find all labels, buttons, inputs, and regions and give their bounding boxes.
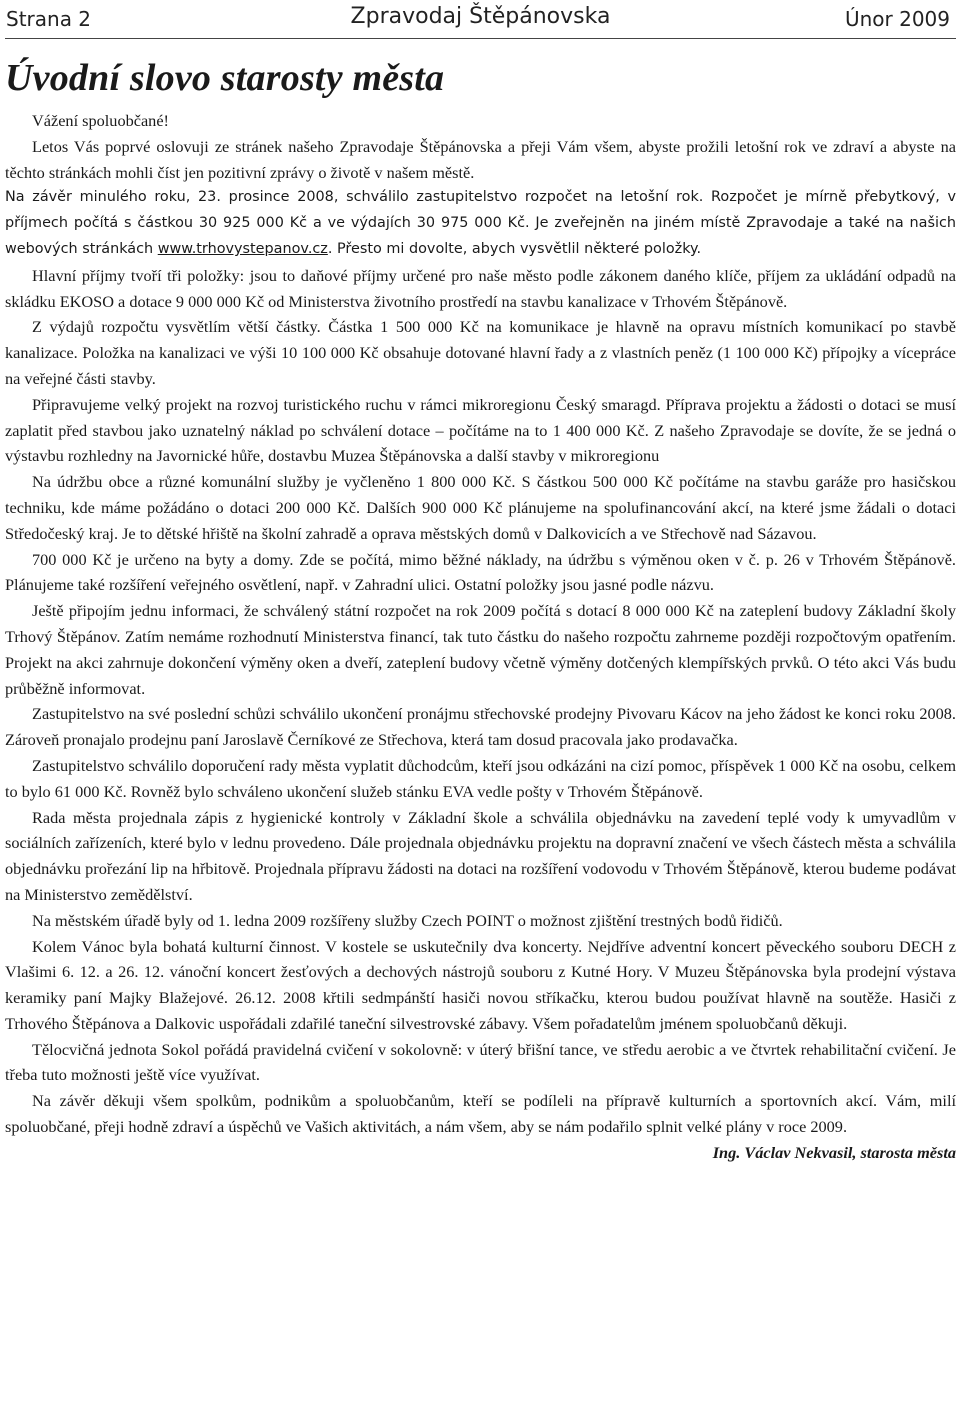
salutation: Vážení spoluobčané! — [32, 111, 169, 130]
paragraph-tourism-project: Připravujeme velký projekt na rozvoj turistického ruchu v rámci mikroregionu Český smaragd. Příprava projektu a žádosti o dotaci se musí zaplatit před stavbou jako uznatelný náklad po schválení dotace – počítáme na to 1 400 000 Kč. Z našeho Zpravodaje se dovíte, že se jedná o výstavbu rozhledny na Javornické hůře, dostavbu Muzea Štěpánovska a další stavby v mikroregionu — [5, 394, 956, 466]
paragraph-budget-text-end: . Přesto mi dovolte, abych vysvětlil některé položky. — [327, 240, 702, 257]
paragraph-shop-lease: Zastupitelstvo na své poslední schůzi schválilo ukončení pronájmu střechovské prodejny Pivovaru Kácov na jeho žádost ke konci roku 2008. Zároveň pronajalo prodejnu paní Jaroslavě Černíkové ze Střechova, která tam dosud pracovala jako prodavačka. — [5, 704, 956, 750]
issue-date: Únor 2009 — [844, 7, 950, 31]
paragraph-housing: 700 000 Kč je určeno na byty a domy. Zde se počítá, mimo běžné náklady, na údržbu s výměnou oken v č. p. 26 v Trhovém Štěpánově. Plánujeme také rozšíření veřejného osvětlení, např. v Zahradní ulici. Ostatní položky jsou jasné podle názvu. — [5, 549, 956, 595]
paragraph-czech-point: Na městském úřadě byly od 1. ledna 2009 rozšířeny služby Czech POINT o možnost zjištění trestných bodů řidičů. — [32, 910, 783, 930]
paragraph-budget-text: Na závěr minulého roku, 23. prosince 2008, schválilo zastupitelstvo rozpočet na letošní rok. Rozpočet je mírně přebytkový, v příjmech počítá s částkou 30 925 000 Kč a ve výdajích 30 975 000 Kč. Je zveřejněn na jiném místě Zpravodaje a také na našich webových stránkách — [5, 189, 956, 257]
paragraph-pensioners: Zastupitelstvo schválilo doporučení rady města vyplatit důchodcům, kteří jsou odkázáni na cizí pomoc, příspěvek 1 000 Kč na osobu, celkem to bylo 61 000 Kč. Rovněž bylo schváleno ukončení služeb stánku EVA vedle pošty v Trhovém Štěpánově. — [5, 755, 956, 801]
paragraph-income: Hlavní příjmy tvoří tři položky: jsou to daňové příjmy určené pro naše město podle zákonem daného klíče, příjem za ukládání odpadů na skládku EKOSO a dotace 9 000 000 Kč od Ministerstva životního prostředí na stavbu kanalizace v Trhovém Štěpánově. — [5, 265, 956, 311]
article-heading: Úvodní slovo starosty města — [5, 57, 445, 99]
paragraph-council: Rada města projednala zápis z hygienické kontroly v Základní škole a schválila objednávku na zavedení teplé vody k umyvadlům v sociálních zařízeních, které bylo v lednu provedeno. Dále projednala objednávku projektu na dopravní značení ve všech částech města a schválila objednávku prořezání lip na hřbitově. Projednala přípravu žádosti na dotaci na rozšíření vodovodu v Trhovém Štěpánově, kterou budeme podávat na Ministerstvo zemědělství. — [5, 807, 956, 904]
page-header — [5, 0, 956, 39]
paragraph-culture: Kolem Vánoc byla bohatá kulturní činnost. V kostele se uskutečnily dva koncerty. Nejdříve adventní koncert pěveckého souboru DECH z Vlašimi 6. 12. a 26. 12. vánoční koncert žesťových a dechových nástrojů souboru z Kutné Hory. V Muzeu Štěpánovska byla prodejní výstava keramiky paní Majky Blažejové. 26.12. 2008 křtili sedmpánští hasiči novou stříkačku, kterou budou používat hlavně na soutěže. Hasiči z Trhového Štěpánova a Dalkovic uspořádali zdařilé taneční silvestrovské zábavy. Všem pořadatelům jménem spoluobčanů děkuji. — [5, 936, 956, 1033]
website-link[interactable]: www.trhovystepanov.cz — [157, 240, 328, 257]
paragraph-budget — [5, 185, 956, 262]
page-number: Strana 2 — [6, 7, 92, 31]
article-body — [5, 108, 956, 1166]
newsletter-title: Zpravodaj Štěpánovska — [350, 4, 611, 29]
paragraph-maintenance: Na údržbu obce a různé komunální služby je vyčleněno 1 800 000 Kč. S částkou 500 000 Kč počítáme na stavbu garáže pro hasičskou techniku, kde máme požádáno o dotaci 200 000 Kč. Dalších 900 000 Kč plánujeme na spolufinancování akcí, na které jsme žádali o dotaci Středočeský kraj. Je to dětské hřiště na školní zahradě a oprava městských domů v Dalkovicích a ve Střechově nad Sázavou. — [5, 472, 956, 543]
paragraph-school-subsidy: Ještě připojím jednu informaci, že schválený státní rozpočet na rok 2009 počítá s dotací 8 000 000 Kč na zateplení budovy Základní školy Trhový Štěpánov. Zatím nemáme rozhodnutí Ministerstva financí, tak tuto částku do našeho rozpočtu zahrneme později rozpočtovým opatřením. Projekt na akci zahrnuje dokončení výměny oken a dveří, zateplení budovy včetně výměny dotčených klempířských prvků. O této akci Vás budu průběžně informovat. — [5, 601, 956, 698]
signature: Ing. Václav Nekvasil, starosta města — [712, 1142, 956, 1162]
paragraph-intro: Letos Vás poprvé oslovuji ze stránek našeho Zpravodaje Štěpánovska a přeji Vám všem, abyste prožili letošní rok ve zdraví a abyste na těchto stránkách mohli číst jen pozitivní zprávy o životě v našem městě. — [5, 136, 956, 182]
closing-text: Na závěr děkuji všem spolkům, podnikům a spoluobčanům, kteří se podíleli na přípravě kulturních a sportovních akcí. Vám, milí spoluobčané, přeji hodně zdraví a úspěchů ve Vašich aktivitách, a nám všem, aby se nám podařilo splnit velké plány v roce 2009. — [5, 1091, 956, 1137]
paragraph-closing — [5, 1088, 956, 1162]
paragraph-sokol: Tělocvičná jednota Sokol pořádá pravidelná cvičení v sokolovně: v úterý břišní tance, ve středu aerobic a ve čtvrtek rehabilitační cvičení. Je třeba tuto možnosti ještě více využívat. — [5, 1039, 956, 1085]
paragraph-expenses: Z výdajů rozpočtu vysvětlím větší částky. Částka 1 500 000 Kč na komunikace je hlavně na opravu místních komunikací po stavbě kanalizace. Položka na kanalizaci ve výši 10 100 000 Kč obsahuje dotované hlavní řady a z vlastních peněz (1 100 000 Kč) přípojky a vícepráce na veřejné části stavby. — [5, 317, 956, 388]
